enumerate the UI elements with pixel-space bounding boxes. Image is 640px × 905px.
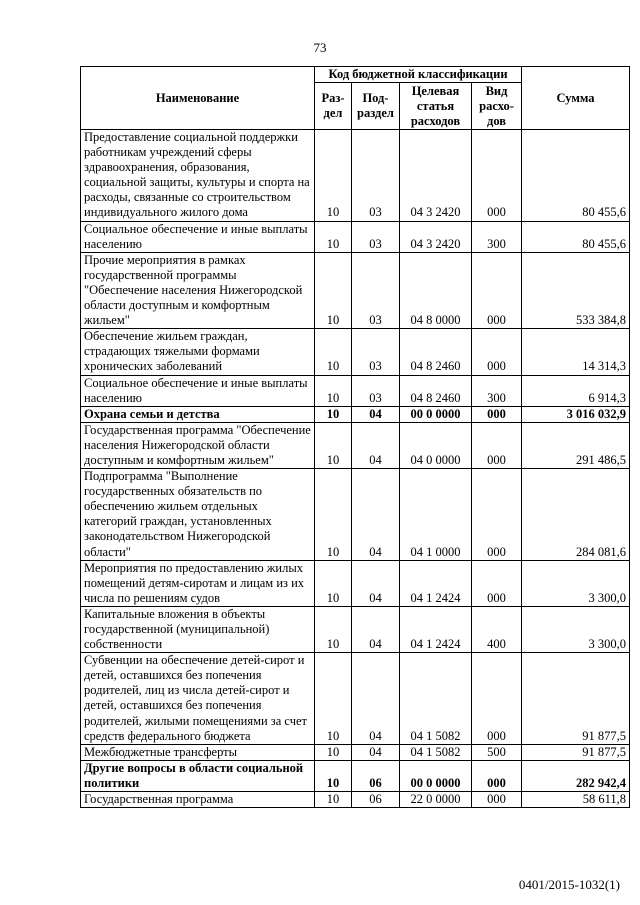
- row-razdel: 10: [315, 221, 352, 252]
- row-vid: 000: [472, 130, 522, 222]
- header-podrazdel: Под-раздел: [352, 83, 400, 130]
- row-target: 04 3 2420: [400, 221, 472, 252]
- row-razdel: 10: [315, 375, 352, 406]
- page-number: 73: [313, 40, 327, 55]
- table-row: [81, 406, 630, 422]
- row-sum: 282 942,4: [522, 760, 630, 791]
- row-razdel: 10: [315, 744, 352, 760]
- row-sum: 14 314,3: [522, 329, 630, 375]
- row-podrazdel: 06: [352, 792, 400, 808]
- header-name: Наименование: [81, 67, 315, 130]
- table-row: [81, 130, 630, 222]
- table-row: [81, 560, 630, 606]
- row-sum: 58 611,8: [522, 792, 630, 808]
- row-vid: 000: [472, 560, 522, 606]
- row-sum: 3 300,0: [522, 560, 630, 606]
- row-target: 04 3 2420: [400, 130, 472, 222]
- row-name: Капитальные вложения в объекты государственной (муниципальной) собственности: [81, 606, 315, 652]
- row-podrazdel: 03: [352, 130, 400, 222]
- row-razdel: 10: [315, 252, 352, 328]
- table-row: [81, 252, 630, 328]
- row-target: 04 0 0000: [400, 422, 472, 468]
- row-target: 04 1 2424: [400, 560, 472, 606]
- row-podrazdel: 06: [352, 760, 400, 791]
- table-row: [81, 792, 630, 808]
- row-target: 04 1 0000: [400, 469, 472, 561]
- row-sum: 291 486,5: [522, 422, 630, 468]
- row-podrazdel: 03: [352, 329, 400, 375]
- row-name: Субвенции на обеспечение детей-сирот и детей, оставшихся без попечения родителей, лиц из числа детей-сирот и детей, оставшихся без попечения родителей, жилыми помещениями за счет средств федерального бюджета: [81, 653, 315, 745]
- row-podrazdel: 04: [352, 653, 400, 745]
- table-row: [81, 329, 630, 375]
- row-razdel: 10: [315, 760, 352, 791]
- row-name: Предоставление социальной поддержки работникам учреждений сферы здравоохранения, образования, социальной защиты, культуры и спорта на расходы, связанные со строительством индивидуального жилого дома: [81, 130, 315, 222]
- header-vid: Вид расхо-дов: [472, 83, 522, 130]
- row-razdel: 10: [315, 606, 352, 652]
- row-target: 22 0 0000: [400, 792, 472, 808]
- row-podrazdel: 04: [352, 406, 400, 422]
- row-vid: 000: [472, 406, 522, 422]
- row-vid: 300: [472, 375, 522, 406]
- table-row: [81, 375, 630, 406]
- table-row: [81, 221, 630, 252]
- document-code: 0401/2015-1032(1): [518, 877, 620, 892]
- row-sum: 533 384,8: [522, 252, 630, 328]
- row-vid: 000: [472, 469, 522, 561]
- row-target: 04 1 5082: [400, 653, 472, 745]
- table-row: [81, 422, 630, 468]
- row-name: Мероприятия по предоставлению жилых помещений детям-сиротам и лицам из их числа по решениям судов: [81, 560, 315, 606]
- row-target: 00 0 0000: [400, 406, 472, 422]
- table-row: [81, 469, 630, 561]
- row-name: Социальное обеспечение и иные выплаты населению: [81, 221, 315, 252]
- row-razdel: 10: [315, 653, 352, 745]
- row-vid: 000: [472, 422, 522, 468]
- row-sum: 91 877,5: [522, 653, 630, 745]
- row-name: Охрана семьи и детства: [81, 406, 315, 422]
- row-vid: 300: [472, 221, 522, 252]
- row-name: Государственная программа: [81, 792, 315, 808]
- header-razdel: Раз-дел: [315, 83, 352, 130]
- row-target: 04 8 2460: [400, 329, 472, 375]
- row-podrazdel: 04: [352, 469, 400, 561]
- row-razdel: 10: [315, 422, 352, 468]
- row-podrazdel: 03: [352, 252, 400, 328]
- row-target: 04 1 5082: [400, 744, 472, 760]
- row-name: Другие вопросы в области социальной политики: [81, 760, 315, 791]
- row-podrazdel: 03: [352, 221, 400, 252]
- table-row: [81, 653, 630, 745]
- row-podrazdel: 04: [352, 606, 400, 652]
- table-row: [81, 744, 630, 760]
- row-razdel: 10: [315, 792, 352, 808]
- row-name: Социальное обеспечение и иные выплаты населению: [81, 375, 315, 406]
- row-sum: 80 455,6: [522, 221, 630, 252]
- table-row: [81, 606, 630, 652]
- row-target: 04 8 0000: [400, 252, 472, 328]
- row-podrazdel: 03: [352, 375, 400, 406]
- row-sum: 91 877,5: [522, 744, 630, 760]
- row-razdel: 10: [315, 406, 352, 422]
- row-podrazdel: 04: [352, 560, 400, 606]
- row-vid: 400: [472, 606, 522, 652]
- row-razdel: 10: [315, 469, 352, 561]
- budget-table: [80, 66, 630, 808]
- row-sum: 80 455,6: [522, 130, 630, 222]
- row-sum: 6 914,3: [522, 375, 630, 406]
- row-name: Межбюджетные трансферты: [81, 744, 315, 760]
- row-name: Подпрограмма "Выполнение государственных обязательств по обеспечению жильем отдельных категорий граждан, установленных законодательством Нижегородской области": [81, 469, 315, 561]
- row-target: 00 0 0000: [400, 760, 472, 791]
- row-vid: 500: [472, 744, 522, 760]
- header-sum: Сумма: [522, 67, 630, 130]
- row-target: 04 1 2424: [400, 606, 472, 652]
- header-code-group: Код бюджетной классификации: [315, 67, 522, 83]
- table-body: [81, 130, 630, 808]
- table-row: [81, 760, 630, 791]
- row-sum: 3 016 032,9: [522, 406, 630, 422]
- row-razdel: 10: [315, 130, 352, 222]
- row-podrazdel: 04: [352, 744, 400, 760]
- row-vid: 000: [472, 329, 522, 375]
- row-sum: 3 300,0: [522, 606, 630, 652]
- row-vid: 000: [472, 760, 522, 791]
- header-target: Целевая статья расходов: [400, 83, 472, 130]
- row-name: Государственная программа "Обеспечение населения Нижегородской области доступным и комфортным жильем": [81, 422, 315, 468]
- row-name: Прочие мероприятия в рамках государственной программы "Обеспечение населения Нижегородской области доступным и комфортным жильем": [81, 252, 315, 328]
- row-vid: 000: [472, 653, 522, 745]
- row-name: Обеспечение жильем граждан, страдающих тяжелыми формами хронических заболеваний: [81, 329, 315, 375]
- row-razdel: 10: [315, 560, 352, 606]
- row-target: 04 8 2460: [400, 375, 472, 406]
- row-razdel: 10: [315, 329, 352, 375]
- row-podrazdel: 04: [352, 422, 400, 468]
- row-vid: 000: [472, 252, 522, 328]
- row-sum: 284 081,6: [522, 469, 630, 561]
- row-vid: 000: [472, 792, 522, 808]
